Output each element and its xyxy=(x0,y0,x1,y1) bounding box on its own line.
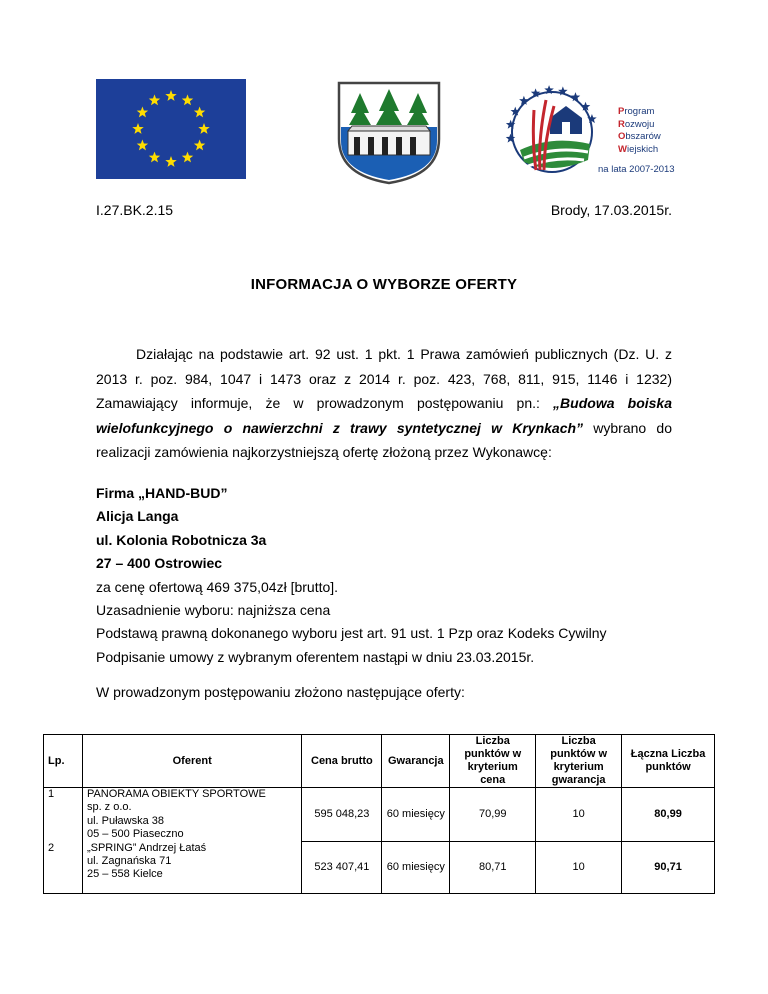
cell-pkt-gwarancja: 10 xyxy=(536,788,622,842)
winner-person: Alicja Langa xyxy=(96,508,179,525)
header-gwarancja: Gwarancja xyxy=(382,735,450,788)
winner-block xyxy=(96,482,607,669)
cell-lp: 1 xyxy=(44,788,83,842)
coat-of-arms-logo xyxy=(334,79,444,185)
table-row xyxy=(44,788,715,842)
header-oferent: Oferent xyxy=(82,735,301,788)
document-reference: I.27.BK.2.15 xyxy=(96,202,174,218)
winner-street: ul. Kolonia Robotnicza 3a xyxy=(96,531,267,548)
prow-emblem-icon xyxy=(500,80,610,180)
prow-line-3: Obszarów xyxy=(618,131,661,142)
oferent-line: ul. Puławska 38 xyxy=(86,814,164,827)
header-laczna: Łączna Liczba punktów xyxy=(622,735,715,788)
intro-paragraph xyxy=(96,342,672,465)
oferent-line: PANORAMA OBIEKTY SPORTOWE xyxy=(86,788,266,800)
project-name: „Budowa boiska wielofunkcyjnego o nawierzchni z trawy syntetycznej w Krynkach” xyxy=(96,395,672,436)
winner-justification: Uzasadnienie wyboru: najniższa cena xyxy=(96,602,331,619)
place-date: Brody, 17.03.2015r. xyxy=(550,202,672,218)
prow-line-4: Wiejskich xyxy=(618,143,659,155)
cell-cena: 595 048,23 xyxy=(302,788,382,842)
cell-gwarancja: 60 miesięcy xyxy=(382,788,450,842)
cell-lp: 2 xyxy=(44,842,83,894)
winner-signing: Podpisanie umowy z wybranym oferentem nastąpi w dniu 23.03.2015r. xyxy=(96,648,535,665)
cell-oferent xyxy=(82,788,301,842)
offers-table xyxy=(43,734,715,894)
oferent-line: 25 – 558 Kielce xyxy=(86,868,163,881)
cell-pkt-cena: 70,99 xyxy=(450,788,536,842)
oferent-line: 05 – 500 Piaseczno xyxy=(86,828,184,841)
table-row xyxy=(44,842,715,894)
eu-flag-logo xyxy=(96,79,246,179)
table-header-row xyxy=(44,735,715,788)
prow-line-1: Program xyxy=(618,106,655,117)
header-pkt-cena: Liczba punktów w kryterium cena xyxy=(450,735,536,788)
cell-pkt-cena: 80,71 xyxy=(450,842,536,894)
cell-laczna: 80,99 xyxy=(622,788,715,842)
winner-legal-basis: Podstawą prawną dokonanego wyboru jest art. 91 ust. 1 Pzp oraz Kodeks Cywilny xyxy=(96,625,607,642)
oferent-line: „SPRING” Andrzej Łataś xyxy=(86,841,207,854)
offers-intro: W prowadzonym postępowaniu złożono następujące oferty: xyxy=(96,684,465,700)
winner-city: 27 – 400 Ostrowiec xyxy=(96,555,223,572)
cell-oferent xyxy=(82,842,301,894)
oferent-line: sp. z o.o. xyxy=(86,801,132,814)
cell-gwarancja: 60 miesięcy xyxy=(382,842,450,894)
intro-text-2: wybrano do realizacji zamówienia najkorzystniejszą ofertę złożoną przez Wykonawcę: xyxy=(96,419,672,460)
cell-cena: 523 407,41 xyxy=(302,842,382,894)
cell-pkt-gwarancja: 10 xyxy=(536,842,622,894)
winner-company: Firma „HAND-BUD” xyxy=(96,485,228,501)
header-cena: Cena brutto xyxy=(302,735,382,788)
winner-price: za cenę ofertową 469 375,04zł [brutto]. xyxy=(96,578,339,595)
prow-years: na lata 2007-2013 xyxy=(598,164,675,175)
header-pkt-gwarancja: Liczba punktów w kryterium gwarancja xyxy=(536,735,622,788)
prow-line-2: Rozwoju xyxy=(618,118,655,130)
intro-text-1: Działając na podstawie art. 92 ust. 1 pkt. 1 Prawa zamówień publicznych (Dz. U. z 2013 r. poz. 984, 1047 i 1473 oraz z 2014 r. poz. 423, 768, 811, 915, 1146 i 1232) Zamawiający informuje, że w prowadzonym postępowaniu pn.: xyxy=(96,346,672,411)
prow-logo xyxy=(500,80,682,188)
oferent-line: ul. Zagnańska 71 xyxy=(86,855,172,868)
cell-laczna: 90,71 xyxy=(622,842,715,894)
page-title: INFORMACJA O WYBORZE OFERTY xyxy=(250,276,518,293)
header-lp: Lp. xyxy=(44,735,83,788)
